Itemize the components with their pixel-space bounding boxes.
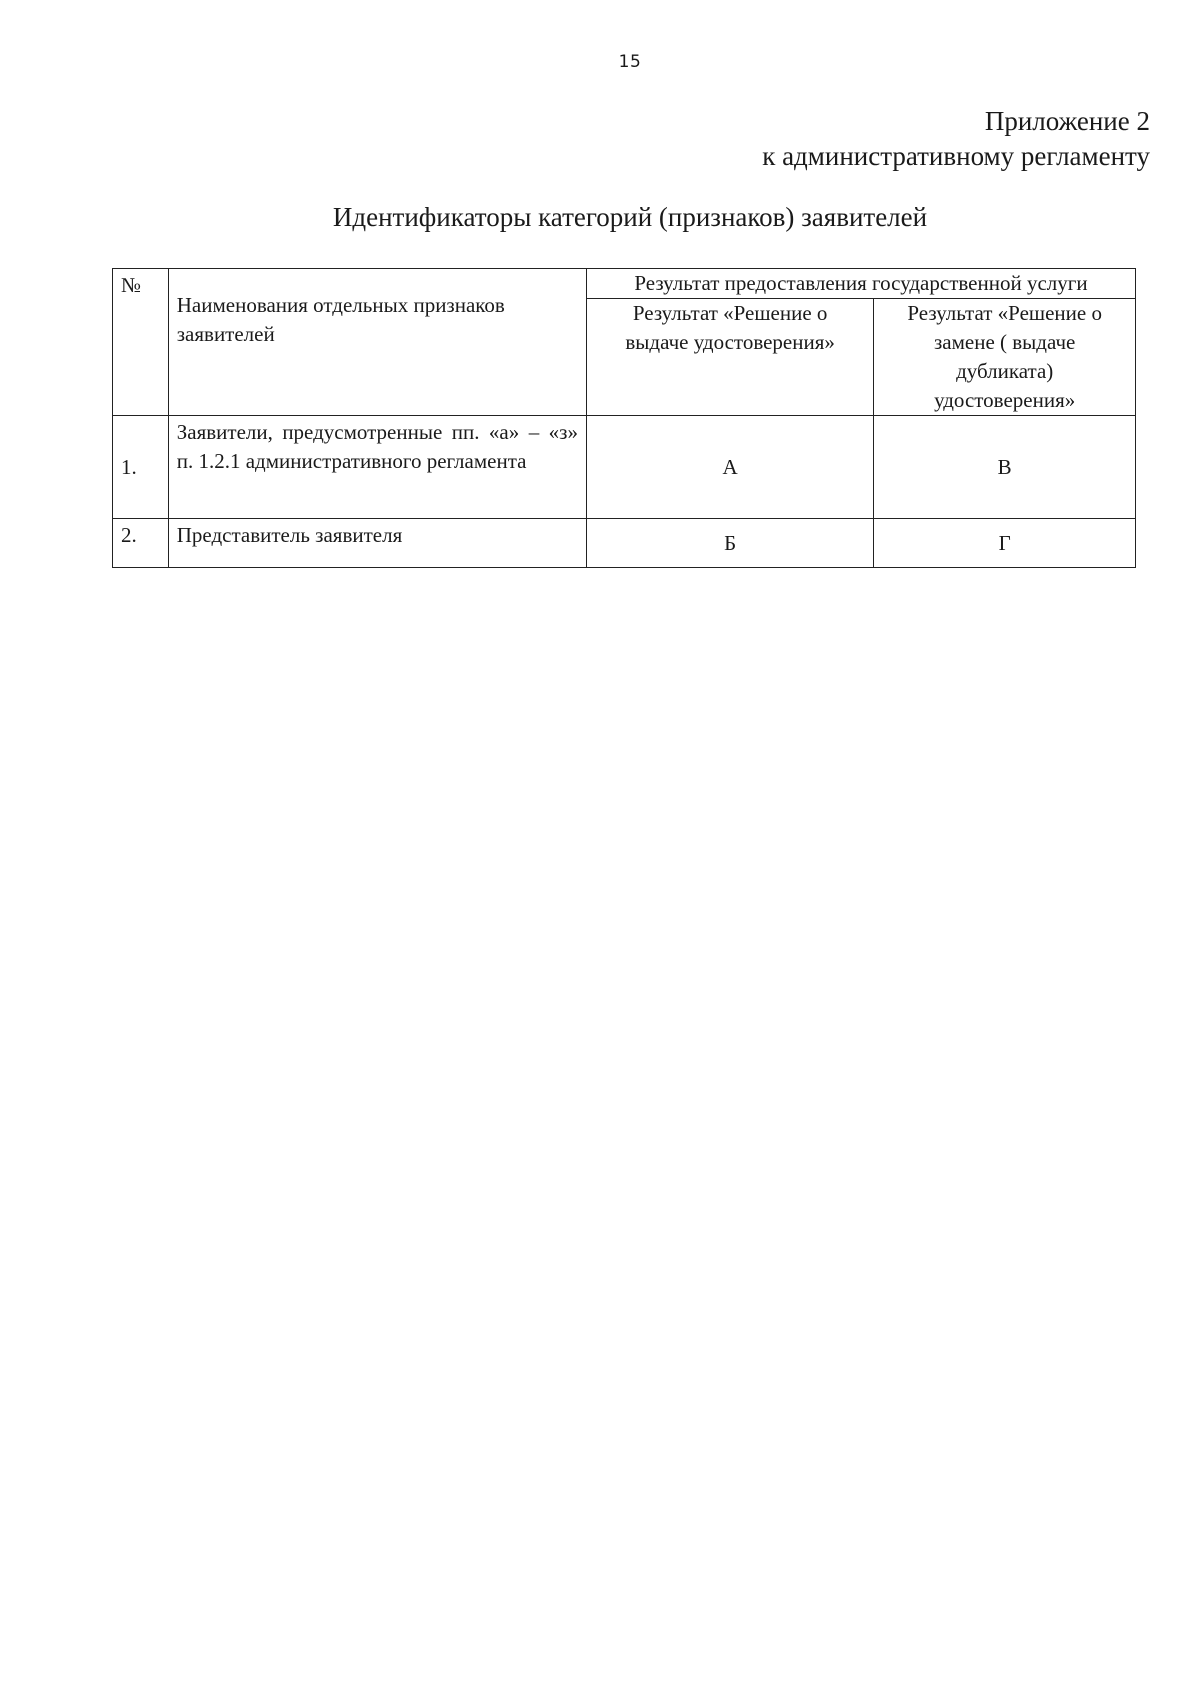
header-result-2: Результат «Решение о замене ( выдаче дубликата) удостоверения»: [874, 299, 1136, 416]
header-num: №: [113, 269, 169, 416]
appendix-note: [762, 104, 1150, 174]
table-row: [113, 416, 1136, 519]
header-name: Наименования отдельных признаков заявителей: [168, 269, 586, 416]
header-result-1: Результат «Решение о выдаче удостоверения»: [586, 299, 873, 416]
row-1-result-1: А: [586, 416, 873, 519]
row-2-name: Представитель заявителя: [168, 519, 586, 568]
page-number: 15: [618, 52, 642, 72]
header-result-group: Результат предоставления государственной услуги: [586, 269, 1135, 299]
row-1-num: 1.: [113, 416, 169, 519]
document-title: Идентификаторы категорий (признаков) заявителей: [332, 202, 928, 232]
table-header-row: [113, 269, 1136, 299]
appendix-line-1: Приложение 2: [984, 106, 1150, 136]
row-2-num: 2.: [113, 519, 169, 568]
row-2-result-1: Б: [586, 519, 873, 568]
row-2-result-2: Г: [874, 519, 1136, 568]
row-1-result-2: В: [874, 416, 1136, 519]
applicant-identifiers-table: [112, 268, 1136, 568]
table-row: [113, 519, 1136, 568]
appendix-line-2: к административному регламенту: [762, 141, 1150, 171]
row-1-name: Заявители, предусмотренные пп. «а» – «з» п. 1.2.1 административного регламента: [168, 416, 586, 519]
